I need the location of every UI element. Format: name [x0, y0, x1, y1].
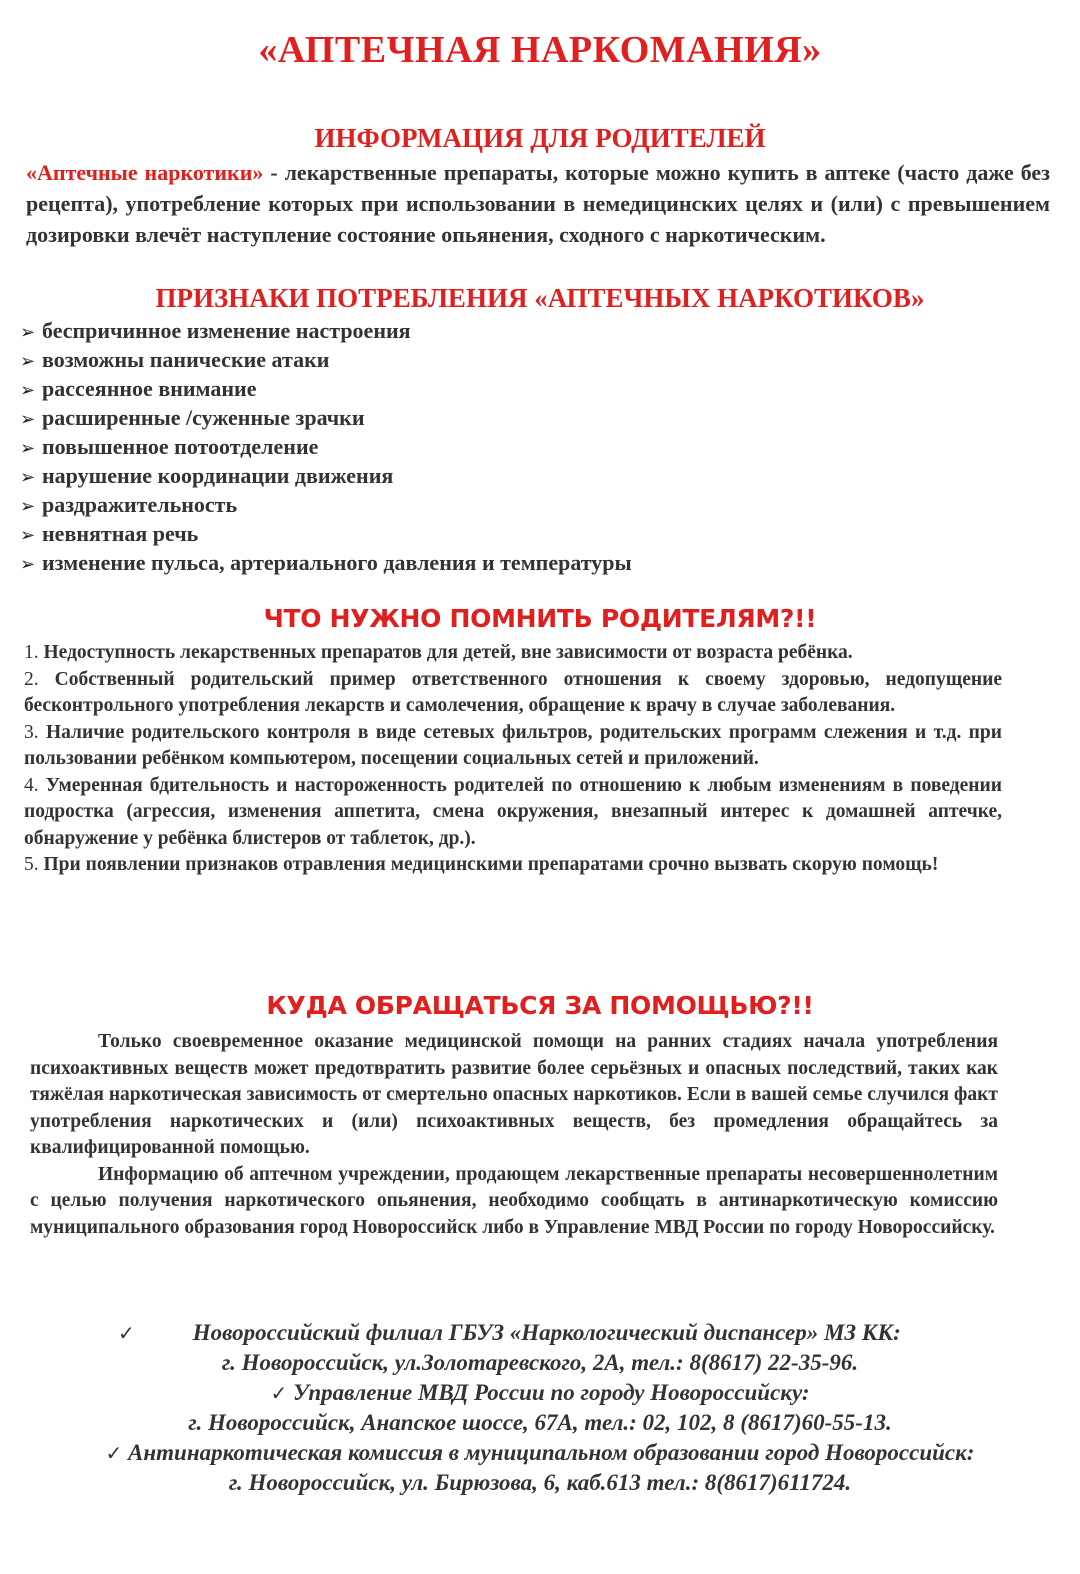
item-text: Наличие родительского контроля в виде сетевых фильтров, родительских программ слежения и т.д. при пользовании ребёнком компьютером, посещении социальных сетей и приложений. — [24, 721, 1002, 769]
list-item — [20, 403, 1060, 432]
intro-paragraph — [26, 157, 1050, 250]
remember-list — [24, 640, 1002, 879]
list-item — [24, 773, 1002, 853]
sign-text: невнятная речь — [42, 521, 199, 546]
arrow-bullet-icon: ➢ — [20, 554, 36, 575]
page-title: «АПТЕЧНАЯ НАРКОМАНИЯ» — [258, 29, 822, 71]
sign-text: изменение пульса, артериального давления и температуры — [42, 550, 632, 575]
contact-address: г. Новороссийск, ул.Золотаревского, 2А, тел.: 8(8617) 22-35-96. — [221, 1350, 859, 1375]
arrow-bullet-icon: ➢ — [20, 438, 36, 459]
contact-name: Антинаркотическая комиссия в муниципальном образовании город Новороссийск: — [128, 1440, 975, 1465]
check-icon: ✓ — [118, 1321, 135, 1345]
arrow-bullet-icon: ➢ — [20, 525, 36, 546]
contact-address: г. Новороссийск, Анапское шоссе, 67А, тел.: 02, 102, 8 (8617)60-55-13. — [188, 1410, 892, 1435]
sign-text: возможны панические атаки — [42, 347, 330, 372]
intro-text: - лекарственные препараты, которые можно купить в аптеке (часто даже без рецепта), употребление которых при использовании в немедицинских целях и (или) с превышением дозировки влечёт наступление состояние опьянения, сходного с наркотическим. — [26, 160, 1051, 247]
list-item — [20, 432, 1060, 461]
list-item — [24, 667, 1002, 720]
intro-term: «Аптечные наркотики» — [26, 160, 264, 185]
contact-name-line — [118, 1320, 901, 1346]
sign-text: расширенные /суженные зрачки — [42, 405, 365, 430]
list-item — [20, 461, 1060, 490]
list-item — [20, 345, 1060, 374]
arrow-bullet-icon: ➢ — [20, 322, 36, 343]
item-text: При появлении признаков отравления медицинскими препаратами срочно вызвать скорую помощь! — [38, 854, 939, 875]
check-icon: ✓ — [105, 1441, 123, 1465]
item-number: 3. — [24, 721, 39, 743]
remember-heading: ЧТО НУЖНО ПОМНИТЬ РОДИТЕЛЯМ?!! — [263, 604, 817, 633]
sign-text: рассеянное внимание — [42, 376, 257, 401]
contact-name: Управление МВД России по городу Новороссийску: — [292, 1380, 810, 1405]
list-item — [20, 548, 1060, 577]
list-item — [20, 374, 1060, 403]
contact-name: Новороссийский филиал ГБУЗ «Наркологический диспансер» МЗ КК: — [192, 1320, 901, 1345]
arrow-bullet-icon: ➢ — [20, 351, 36, 372]
arrow-bullet-icon: ➢ — [20, 496, 36, 517]
signs-list — [20, 316, 1060, 577]
item-number: 2. — [24, 668, 39, 690]
sign-text: повышенное потоотделение — [42, 434, 319, 459]
item-text: Недоступность лекарственных препаратов для детей, вне зависимости от возраста ребёнка. — [38, 642, 853, 663]
check-icon: ✓ — [270, 1381, 288, 1405]
help-section — [30, 1029, 998, 1241]
help-paragraph: Только своевременное оказание медицинской помощи на ранних стадиях начала употребления психоактивных веществ может предотвратить развитие более серьёзных и опасных последствий, таких как тяжёлая наркотическая зависимость от смертельно опасных наркотиков. Если в вашей семье случился факт употребления наркотических и (или) психоактивных веществ, без промедления обращайтесь за квалифицированной помощью. — [30, 1031, 998, 1158]
list-item — [24, 640, 1002, 667]
item-number: 4. — [24, 774, 39, 796]
parents-info-heading: ИНФОРМАЦИЯ ДЛЯ РОДИТЕЛЕЙ — [314, 123, 766, 153]
list-item — [24, 720, 1002, 773]
contact-address: г. Новороссийск, ул. Бирюзова, 6, каб.613 тел.: 8(8617)611724. — [228, 1470, 852, 1495]
sign-text: беспричинное изменение настроения — [42, 318, 411, 343]
arrow-bullet-icon: ➢ — [20, 409, 36, 430]
sign-text: раздражительность — [42, 492, 238, 517]
item-number: 1. — [24, 642, 39, 663]
help-heading: КУДА ОБРАЩАТЬСЯ ЗА ПОМОЩЬЮ?!! — [266, 991, 814, 1020]
contact-name-line — [0, 1440, 1080, 1466]
arrow-bullet-icon: ➢ — [20, 467, 36, 488]
item-text: Умеренная бдительность и настороженность родителей по отношению к любым изменениям в поведении подростка (агрессия, изменения аппетита, смена окружения, внезапный интерес к домашней аптечке, обнаружение у ребёнка блистеров от таблеток, др.). — [24, 774, 1002, 849]
help-paragraph: Информацию об аптечном учреждении, продающем лекарственные препараты несовершеннолетним с целью получения наркотического опьянения, необходимо сообщать в антинаркотическую комиссию муниципального образования город Новороссийск либо в Управление МВД России по городу Новороссийску. — [30, 1163, 998, 1238]
item-text: Собственный родительский пример ответственного отношения к своему здоровью, недопущение бесконтрольного употребления лекарств и самолечения, обращение к врачу в случае заболевания. — [24, 668, 1002, 716]
contact-name-line — [0, 1380, 1080, 1406]
signs-heading: ПРИЗНАКИ ПОТРЕБЛЕНИЯ «АПТЕЧНЫХ НАРКОТИКОВ» — [155, 283, 925, 313]
list-item — [20, 316, 1060, 345]
list-item — [20, 490, 1060, 519]
list-item — [24, 852, 1002, 879]
arrow-bullet-icon: ➢ — [20, 380, 36, 401]
item-number: 5. — [24, 854, 39, 875]
list-item — [20, 519, 1060, 548]
sign-text: нарушение координации движения — [42, 463, 394, 488]
